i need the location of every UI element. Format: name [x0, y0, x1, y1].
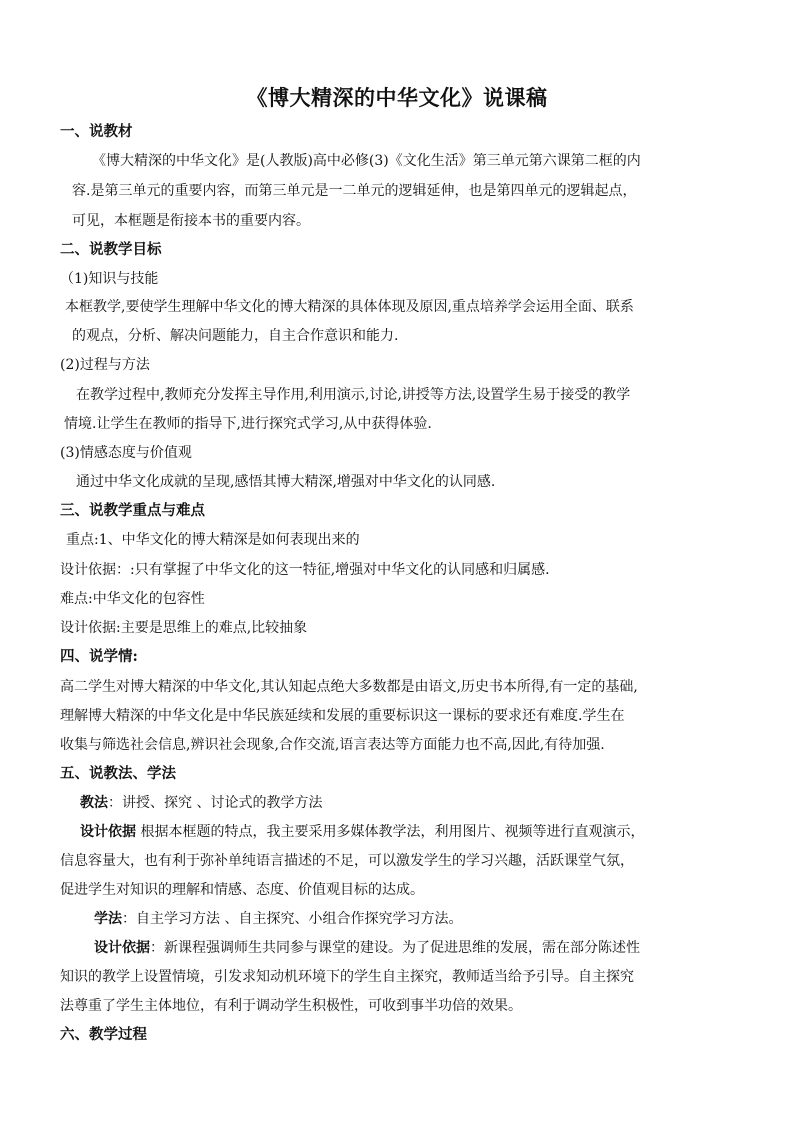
design-basis-line: 设计依据:主要是思维上的难点,比较抽象 — [60, 620, 308, 636]
learning-method-text: ：自主学习方法 、自主探究、小组合作探究学习方法。 — [122, 911, 463, 927]
section-heading-objectives: 二、说教学目标 — [60, 241, 162, 258]
section-heading-students: 四、说学情: — [60, 648, 138, 665]
paragraph-line: 本框教学,要使学生理解中华文化的博大精深的具体体现及原因,重点培养学会运用全面、联系 — [65, 299, 634, 315]
subheading-knowledge: （1)知识与技能 — [60, 271, 159, 287]
design-basis-text: ：新课程强调师生共同参与课堂的建设。为了促进思维的发展，需在部分陈述性 — [150, 940, 640, 956]
learning-method-line — [94, 909, 794, 929]
paragraph-line: 《博大精深的中华文化》是(人教版)高中必修(3)《文化生活》第三单元第六课第二框的内 — [92, 153, 641, 169]
paragraph-line: 收集与筛选社会信息,辨识社会现象,合作交流,语言表达等方面能力也不高,因此,有待加强. — [60, 737, 605, 753]
paragraph-line: 理解博大精深的中华文化是中华民族延续和发展的重要标识这一课标的要求还有难度.学生在 — [60, 708, 625, 724]
paragraph-line: 在教学过程中,教师充分发挥主导作用,利用演示,讨论,讲授等方法,设置学生易于接受的教学 — [76, 387, 631, 403]
section-heading-textbook: 一、说教材 — [60, 123, 133, 140]
teaching-method-text: ：讲授、探究 、讨论式的教学方法 — [108, 795, 323, 811]
paragraph-line: 高二学生对博大精深的中华文化,其认知起点绝大多数都是由语文,历史书本所得,有一定的基础, — [60, 679, 638, 695]
teaching-method-label: 教法 — [80, 795, 108, 811]
section-heading-methods: 五、说教法、学法 — [60, 765, 176, 782]
paragraph-line: 促进学生对知识的理解和情感、态度、价值观目标的达成。 — [60, 882, 424, 898]
paragraph-line: 的观点，分析、解决问题能力，自主合作意识和能力. — [72, 328, 399, 344]
design-basis-text: 根据本框题的特点，我主要采用多媒体教学法，利用图片、视频等进行直观演示， — [136, 824, 645, 840]
key-point-line: 重点:1、中华文化的博大精深是如何表现出来的 — [66, 532, 360, 548]
paragraph-line: 情境.让学生在教师的指导下,进行探究式学习,从中获得体验. — [64, 416, 432, 432]
subheading-emotion: (3)情感态度与价值观 — [60, 445, 192, 461]
paragraph-line: 信息容量大，也有利于弥补单纯语言描述的不足，可以激发学生的学习兴趣，活跃课堂气氛， — [60, 853, 634, 869]
paragraph-line: 法尊重了学生主体地位，有利于调动学生积极性，可收到事半功倍的效果。 — [60, 998, 522, 1014]
design-basis-label: 设计依据 — [94, 940, 150, 956]
paragraph-line: 通过中华文化成就的呈现,感悟其博大精深,增强对中华文化的认同感. — [76, 474, 496, 490]
section-heading-key-points: 三、说教学重点与难点 — [60, 502, 205, 519]
page-title: 《博大精深的中华文化》说课稿 — [246, 85, 548, 110]
paragraph-line: 容.是第三单元的重要内容，而第三单元是一二单元的逻辑延伸，也是第四单元的逻辑起点， — [72, 183, 637, 199]
paragraph-line: 知识的教学上设置情境，引发求知动机环境下的学生自主探究，教师适当给予引导。自主探究 — [60, 969, 634, 985]
paragraph-line: 可见，本框题是衔接本书的重要内容。 — [72, 213, 310, 229]
subheading-process: (2)过程与方法 — [60, 357, 150, 373]
teaching-method-line — [80, 793, 780, 813]
design-basis-line — [80, 822, 780, 842]
design-basis-line: 设计依据：:只有掌握了中华文化的这一特征,增强对中华文化的认同感和归属感. — [60, 562, 550, 578]
section-heading-process: 六、教学过程 — [60, 1026, 147, 1043]
difficulty-line: 难点:中华文化的包容性 — [60, 591, 205, 607]
design-basis-line — [94, 938, 794, 958]
design-basis-label: 设计依据 — [80, 824, 136, 840]
learning-method-label: 学法 — [94, 911, 122, 927]
